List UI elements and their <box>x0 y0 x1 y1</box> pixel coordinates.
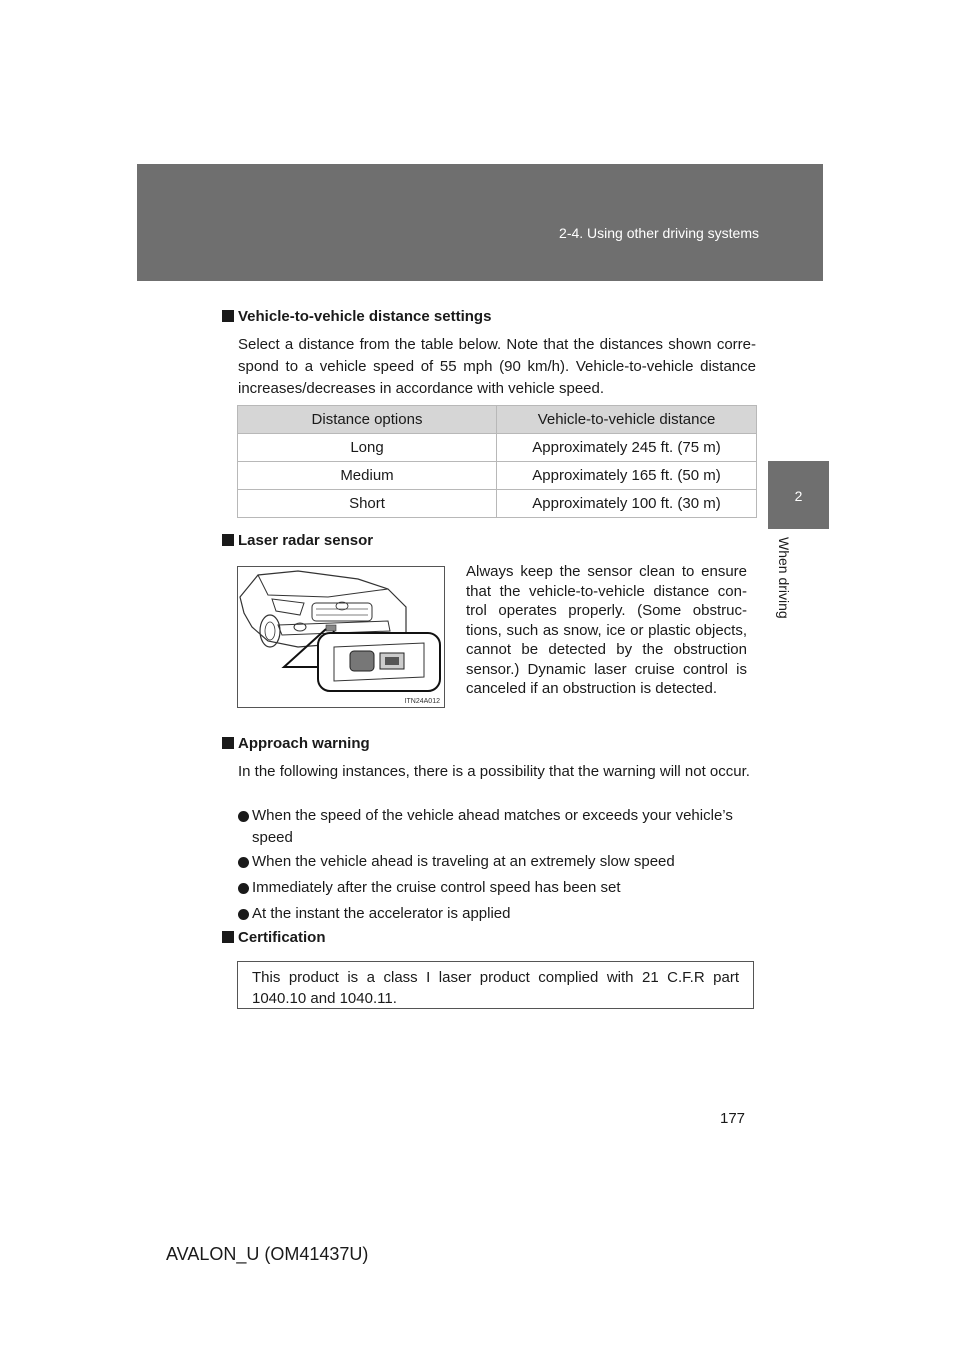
table-header-row <box>238 406 757 434</box>
heading-text: Vehicle-to-vehicle distance settings <box>238 308 492 325</box>
list-item-text: At the instant the accelerator is applied <box>252 905 511 922</box>
list-item-text: When the vehicle ahead is traveling at an extremely slow speed <box>252 853 675 870</box>
laser-sensor-heading <box>222 532 373 549</box>
list-item <box>238 903 758 925</box>
table-cell: Long <box>238 434 497 462</box>
approach-warning-intro: In the following instances, there is a possibility that the warning will not occur. <box>238 763 750 780</box>
distance-settings-heading <box>222 308 491 325</box>
heading-text: Certification <box>238 929 326 946</box>
table-cell: Medium <box>238 462 497 490</box>
chapter-label: When driving <box>776 537 792 619</box>
list-item <box>238 851 758 873</box>
distance-table <box>237 405 757 518</box>
bullet-dot-icon <box>238 811 249 822</box>
table-cell: Approximately 100 ft. (30 m) <box>497 490 757 518</box>
figure-code: ITN24A012 <box>404 698 440 705</box>
bullet-dot-icon <box>238 857 249 868</box>
page-number: 177 <box>720 1110 746 1127</box>
chapter-tab <box>768 461 829 529</box>
distance-settings-body: Select a distance from the table below. Note that the distances shown corre-spond to a vehicle speed of 55 mph (90 km/h). Vehicle-to-vehicle distance increases/decreases in accordance with vehicle speed. <box>238 336 756 397</box>
manual-code: AVALON_U (OM41437U) <box>166 1244 369 1264</box>
heading-text: Approach warning <box>238 735 370 752</box>
bullet-dot-icon <box>238 883 249 894</box>
table-header-cell: Distance options <box>238 406 497 434</box>
certification-box: This product is a class I laser product complied with 21 C.F.R part 1040.10 and 1040.11. <box>237 961 754 1009</box>
sensor-description: Always keep the sensor clean to ensure that the vehicle-to-vehicle distance con-trol operates properly. (Some obstruc-tions, such as snow, ice or plastic objects, cannot be detected by the obstruction sensor.) Dynamic laser cruise control is canceled if an obstruction is detected. <box>466 563 747 697</box>
approach-warning-heading <box>222 735 370 752</box>
table-cell: Short <box>238 490 497 518</box>
bullet-dot-icon <box>238 909 249 920</box>
square-bullet-icon <box>222 737 234 749</box>
table-row <box>238 462 757 490</box>
square-bullet-icon <box>222 310 234 322</box>
table-header-cell: Vehicle-to-vehicle distance <box>497 406 757 434</box>
list-item-text: Immediately after the cruise control speed has been set <box>252 879 621 896</box>
list-item-text: When the speed of the vehicle ahead matches or exceeds your vehicle’s speed <box>252 807 733 846</box>
list-item <box>238 877 758 899</box>
square-bullet-icon <box>222 534 234 546</box>
table-cell: Approximately 245 ft. (75 m) <box>497 434 757 462</box>
table-cell: Approximately 165 ft. (50 m) <box>497 462 757 490</box>
car-front-illustration <box>238 567 444 707</box>
heading-text: Laser radar sensor <box>238 532 374 549</box>
sensor-location-figure <box>237 566 445 708</box>
certification-heading <box>222 929 326 946</box>
chapter-number: 2 <box>794 488 803 504</box>
table-row <box>238 490 757 518</box>
square-bullet-icon <box>222 931 234 943</box>
table-row <box>238 434 757 462</box>
list-item <box>238 805 758 849</box>
section-title: 2-4. Using other driving systems <box>559 225 759 241</box>
header-band <box>137 164 823 281</box>
